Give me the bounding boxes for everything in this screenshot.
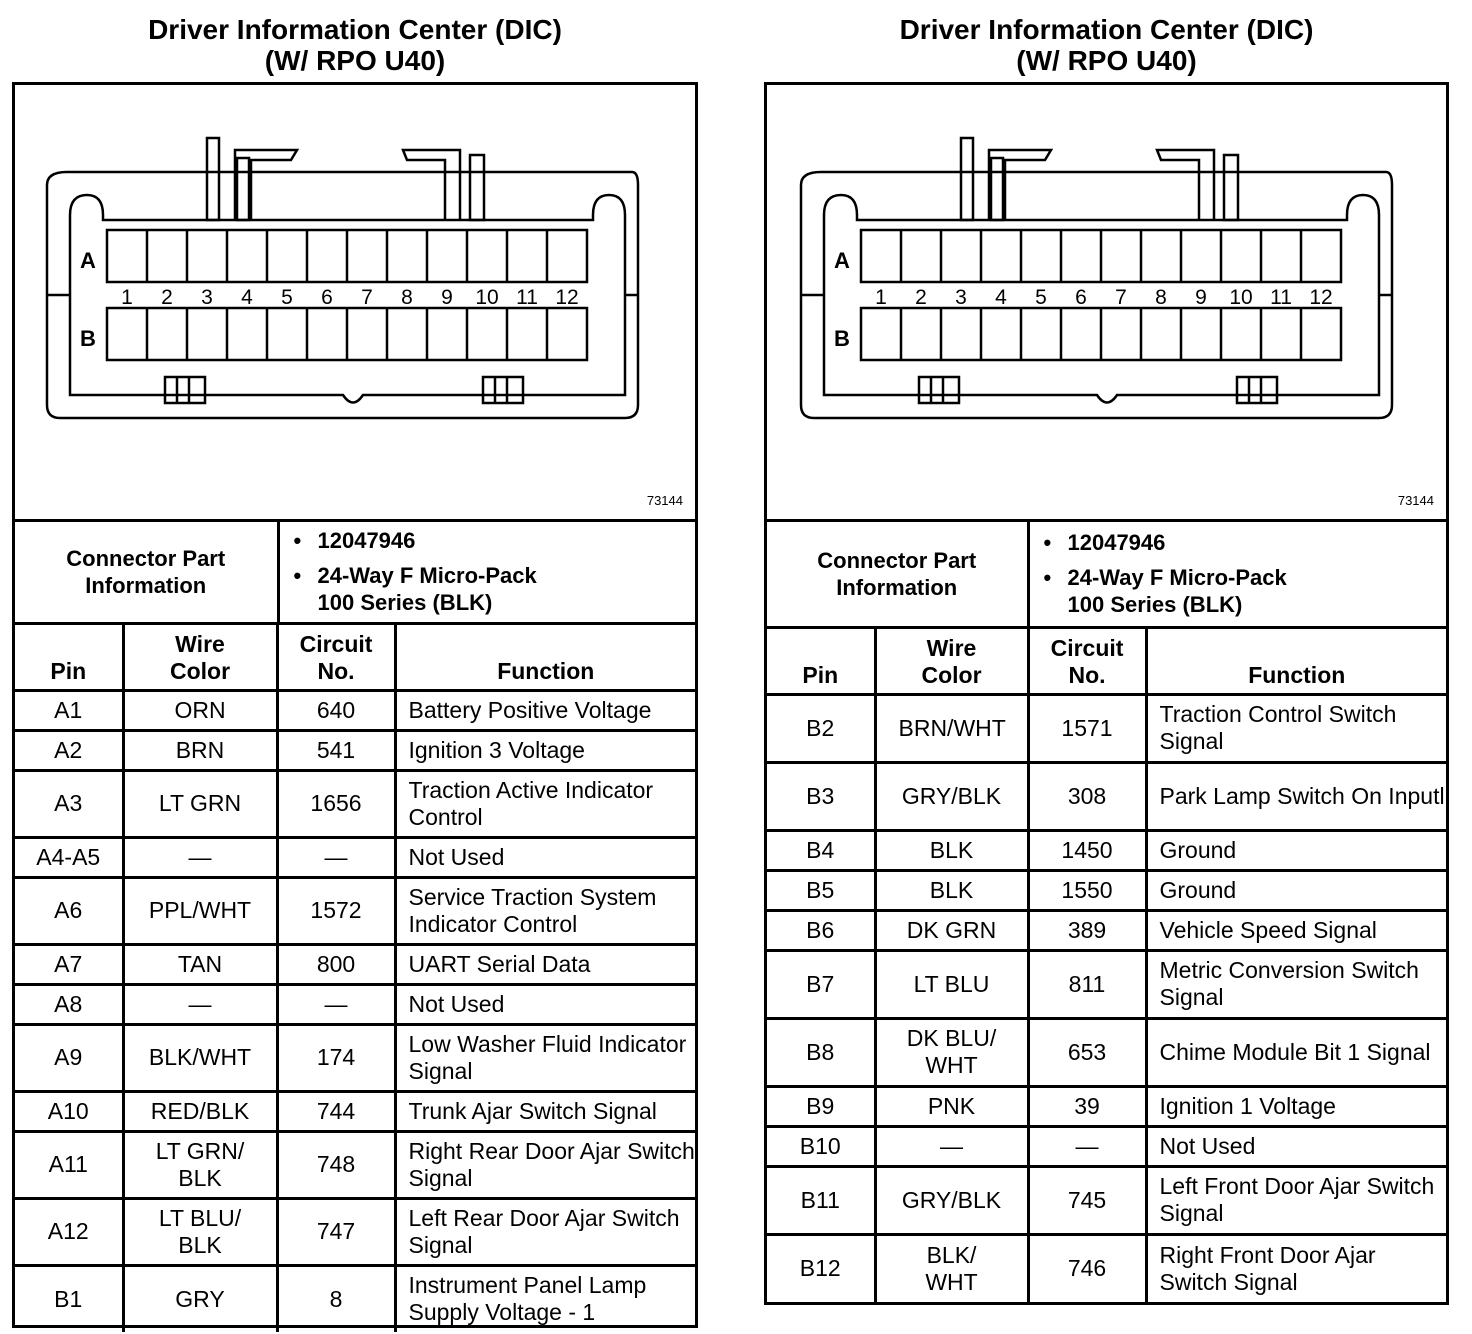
function-cell: Metric Conversion Switch Signal [1146,950,1446,1018]
connector-part-label: Connector Part Information [15,522,278,623]
lock-tab [1237,377,1277,403]
latch-tab [1157,150,1214,220]
wire-color-cell: BLK/WHT [123,1024,277,1091]
wire-color-cell: LT GRN/ BLK [123,1131,277,1198]
pin-number-label: 12 [555,286,579,309]
circuit-number-cell: — [277,837,395,877]
pin-cell: B3 [767,762,875,830]
pin-row [767,1126,1446,1166]
latch-tab [991,158,1003,220]
pin-number-label: 5 [1035,286,1047,309]
wire-color-cell: BRN/WHT [875,694,1028,762]
pin-row [15,837,695,877]
function-cell: Park Lamp Switch On Inputl [1146,762,1446,830]
connector-series: 100 Series (BLK) [1067,592,1243,618]
pin-number-label: 8 [1155,286,1167,309]
pin-number-label: 6 [321,286,333,309]
pin-cell: B12 [767,1234,875,1302]
row-label: B [80,326,96,351]
wire-color-cell: GRY/BLK [875,1166,1028,1234]
circuit-number-cell: 745 [1028,1166,1146,1234]
connector-face-drawing [15,85,695,519]
function-cell: Low Washer Fluid Indicator Signal [395,1024,695,1091]
pin-number-label: 2 [915,286,927,309]
wire-color-cell: GRY/BLK [875,762,1028,830]
pin-row [15,730,695,770]
title-line-2: (W/ RPO U40) [1016,45,1197,76]
connector-part-values [1028,522,1446,627]
pin-cell: B7 [767,950,875,1018]
wire-color-cell: PNK [875,1086,1028,1126]
pin-cell: A8 [15,984,123,1024]
function-cell: Ignition 3 Voltage [395,730,695,770]
circuit-number-cell: 640 [277,690,395,730]
circuit-number-cell: 653 [1028,1018,1146,1086]
wire-color-cell: BRN [123,730,277,770]
circuit-number-cell: 8 [277,1265,395,1332]
pin-row [767,950,1446,1018]
latch-tab [470,155,484,220]
connector-series: 100 Series (BLK) [317,590,493,616]
connector-part-label: Connector Part Information [767,522,1028,627]
pin-cell: B9 [767,1086,875,1126]
function-cell: Not Used [395,837,695,877]
circuit-number-cell: — [277,984,395,1024]
figure-number: 73144 [646,493,683,508]
latch-tab [961,138,973,220]
header-pin: Pin [767,627,875,694]
pin-cell: B2 [767,694,875,762]
pin-row [15,877,695,944]
latch-tab [237,158,249,220]
circuit-number-cell: 308 [1028,762,1146,830]
header-row [15,623,695,690]
circuit-number-cell: — [1028,1126,1146,1166]
housing-outer [801,172,1392,418]
circuit-number-cell: 1572 [277,877,395,944]
pinout-table [15,623,695,1332]
pin-number-label: 8 [401,286,413,309]
row-label: A [834,248,850,273]
pin-row [767,910,1446,950]
header-wire-color: Wire Color [123,623,277,690]
pin-row [15,690,695,730]
panel-title [764,14,1449,76]
header-circuit-no: Circuit No. [1028,627,1146,694]
pin-cell: A6 [15,877,123,944]
wire-color-cell: — [123,837,277,877]
pin-row [15,984,695,1024]
wire-color-cell: GRY [123,1265,277,1332]
wire-color-cell: RED/BLK [123,1091,277,1131]
header-pin: Pin [15,623,123,690]
pin-row [15,944,695,984]
pin-row [767,762,1446,830]
pin-number-label: 7 [1115,286,1127,309]
wire-color-cell: LT BLU/ BLK [123,1198,277,1265]
latch-tab [403,150,460,220]
wire-color-cell: LT GRN [123,770,277,837]
circuit-number-cell: 744 [277,1091,395,1131]
connector-part-info [767,522,1446,629]
pin-cell: A4-A5 [15,837,123,877]
pin-row [767,1234,1446,1302]
header-wire-color: Wire Color [875,627,1028,694]
header-function: Function [395,623,695,690]
circuit-number-cell: 1450 [1028,830,1146,870]
lock-tab [165,377,205,403]
wire-color-cell: BLK/ WHT [875,1234,1028,1302]
part-number: • 12047946 [1068,529,1447,556]
wire-color-cell: BLK [875,830,1028,870]
function-cell: Ground [1146,830,1446,870]
pin-number-label: 1 [121,286,133,309]
pin-row [15,1131,695,1198]
row-label: B [834,326,850,351]
pin-row [15,1198,695,1265]
function-cell: Trunk Ajar Switch Signal [395,1091,695,1131]
pin-row [767,694,1446,762]
pin-cell: A3 [15,770,123,837]
function-cell: Vehicle Speed Signal [1146,910,1446,950]
pin-row [767,1166,1446,1234]
pin-row [767,1086,1446,1126]
housing-inner [70,195,625,403]
connector-outline [801,138,1392,418]
latch-tab [989,150,1051,220]
function-cell: UART Serial Data [395,944,695,984]
connector-card [764,82,1449,1305]
function-cell: Left Front Door Ajar Switch Signal [1146,1166,1446,1234]
pin-cell: A11 [15,1131,123,1198]
pin-cell: A10 [15,1091,123,1131]
wire-color-cell: PPL/WHT [123,877,277,944]
connector-type: • 24-Way F Micro-Pack [1068,564,1447,591]
connector-diagram [15,85,695,522]
title-line-1: Driver Information Center (DIC) [899,14,1314,45]
wire-color-cell: LT BLU [875,950,1028,1018]
circuit-number-cell: 1656 [277,770,395,837]
function-cell: Instrument Panel Lamp Supply Voltage - 1 [395,1265,695,1332]
pin-number-label: 5 [281,286,293,309]
pin-row [15,1265,695,1332]
function-cell: Traction Control Switch Signal [1146,694,1446,762]
wire-color-cell: — [875,1126,1028,1166]
pin-number-label: 2 [161,286,173,309]
pin-number-label: 9 [441,286,453,309]
pin-number-label: 4 [995,286,1007,309]
pin-number-label: 11 [516,286,538,309]
pin-cell: A12 [15,1198,123,1265]
panel-title [12,14,698,76]
wire-color-cell: TAN [123,944,277,984]
pin-number-label: 1 [875,286,887,309]
connector-type: • 24-Way F Micro-Pack [318,562,696,589]
pin-cell: A9 [15,1024,123,1091]
pin-number-label: 6 [1075,286,1087,309]
pinout-table [767,627,1446,1302]
pin-row [767,830,1446,870]
function-cell: Service Traction System Indicator Control [395,877,695,944]
connector-face-drawing [767,85,1446,519]
connector-part-values [278,522,695,623]
function-cell: Right Rear Door Ajar Switch Signal [395,1131,695,1198]
pin-number-label: 9 [1195,286,1207,309]
latch-tab [207,138,219,220]
header-function: Function [1146,627,1446,694]
pin-cell: B11 [767,1166,875,1234]
pin-cell: B8 [767,1018,875,1086]
circuit-number-cell: 800 [277,944,395,984]
wire-color-cell: ORN [123,690,277,730]
circuit-number-cell: 748 [277,1131,395,1198]
figure-number: 73144 [1397,493,1434,508]
pin-cell: B5 [767,870,875,910]
connector-card [12,82,698,1328]
circuit-number-cell: 747 [277,1198,395,1265]
function-cell: Not Used [395,984,695,1024]
panel-right [764,0,1449,1334]
pin-cell: A2 [15,730,123,770]
circuit-number-cell: 39 [1028,1086,1146,1126]
circuit-number-cell: 746 [1028,1234,1146,1302]
function-cell: Right Front Door Ajar Switch Signal [1146,1234,1446,1302]
wire-color-cell: DK BLU/ WHT [875,1018,1028,1086]
pin-number-label: 10 [1229,286,1253,309]
title-line-2: (W/ RPO U40) [264,45,446,76]
pin-row [15,1091,695,1131]
circuit-number-cell: 1571 [1028,694,1146,762]
pin-number-label: 7 [361,286,373,309]
pin-cell: A7 [15,944,123,984]
pin-row [767,870,1446,910]
connector-part-info [15,522,695,625]
circuit-number-cell: 389 [1028,910,1146,950]
row-label: A [80,248,96,273]
pin-number-label: 11 [1270,286,1292,309]
pin-number-label: 3 [955,286,967,309]
pin-cell: A1 [15,690,123,730]
pin-cell: B6 [767,910,875,950]
wire-color-cell: — [123,984,277,1024]
function-cell: Chime Module Bit 1 Signal [1146,1018,1446,1086]
lock-tab [483,377,523,403]
circuit-number-cell: 811 [1028,950,1146,1018]
pin-row [15,1024,695,1091]
pin-row [15,770,695,837]
pin-cell: B1 [15,1265,123,1332]
pin-cell: B4 [767,830,875,870]
function-cell: Battery Positive Voltage [395,690,695,730]
part-number: • 12047946 [318,527,696,554]
pin-number-label: 12 [1309,286,1333,309]
connector-diagram [767,85,1446,522]
header-circuit-no: Circuit No. [277,623,395,690]
connector-outline [47,138,638,418]
pin-cell: B10 [767,1126,875,1166]
circuit-number-cell: 1550 [1028,870,1146,910]
function-cell: Left Rear Door Ajar Switch Signal [395,1198,695,1265]
housing-inner [824,195,1379,403]
title-line-1: Driver Information Center (DIC) [148,14,562,45]
wire-color-cell: BLK [875,870,1028,910]
circuit-number-cell: 541 [277,730,395,770]
function-cell: Ignition 1 Voltage [1146,1086,1446,1126]
pin-number-label: 10 [475,286,499,309]
header-row [767,627,1446,694]
latch-tab [1224,155,1238,220]
lock-tab [919,377,959,403]
housing-outer [47,172,638,418]
function-cell: Ground [1146,870,1446,910]
circuit-number-cell: 174 [277,1024,395,1091]
pin-number-label: 4 [241,286,253,309]
wire-color-cell: DK GRN [875,910,1028,950]
pin-row [767,1018,1446,1086]
latch-tab [235,150,297,220]
panel-left [12,0,698,1334]
pin-number-label: 3 [201,286,213,309]
function-cell: Traction Active Indicator Control [395,770,695,837]
function-cell: Not Used [1146,1126,1446,1166]
